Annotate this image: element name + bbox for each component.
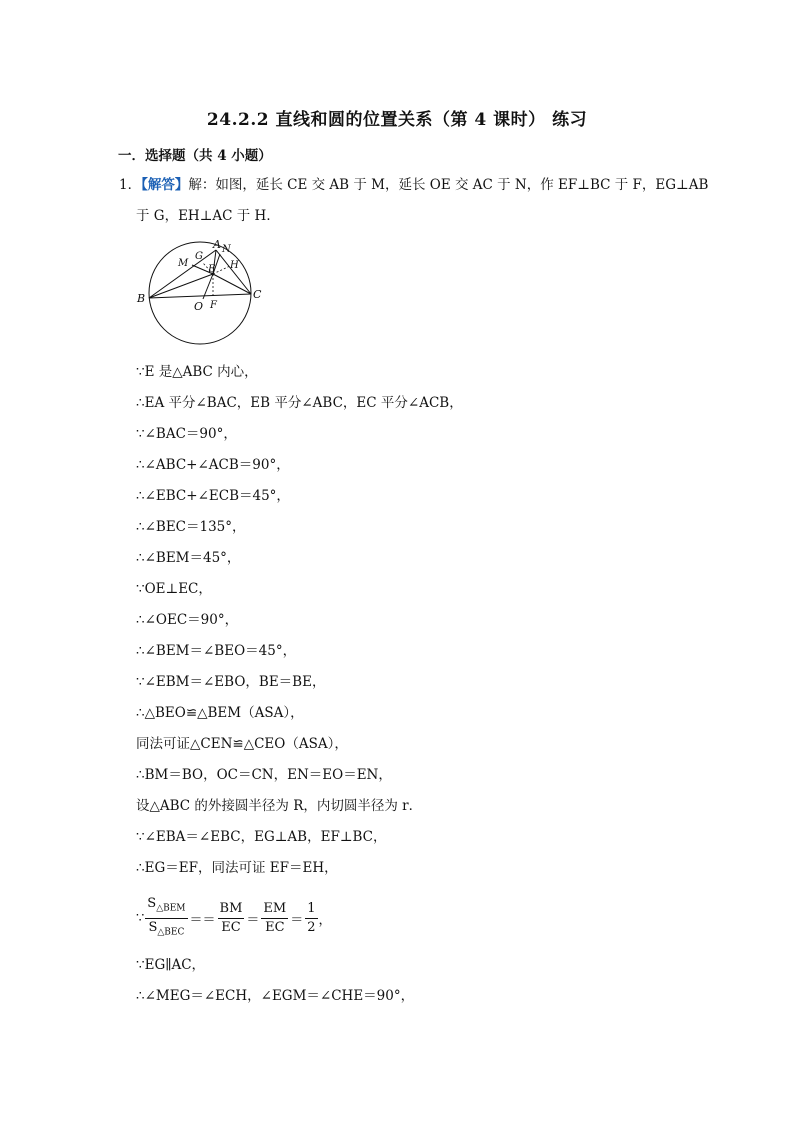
fraction-numerator: EM <box>261 900 288 919</box>
step-line: ∴BM＝BO，OC＝CN，EN＝EO＝EN， <box>136 767 392 783</box>
fraction-em-ec <box>261 900 288 937</box>
fraction-area <box>145 895 187 941</box>
step-line: ∴EG＝EF，同法可证 EF＝EH， <box>136 860 338 876</box>
subscript: △BEC <box>157 927 185 938</box>
step-line: ∴∠ABC+∠ACB＝90°， <box>136 457 290 473</box>
label-m: M <box>178 258 189 269</box>
label-c: C <box>253 288 262 301</box>
step-line: ∴∠EBC+∠ECB＝45°， <box>136 488 290 504</box>
equals-sign: ＝ <box>290 912 304 928</box>
equals-sign: ＝ <box>246 912 260 928</box>
page-title: 24.2.2 直线和圆的位置关系（第 4 课时） 练习 <box>206 110 588 130</box>
label-o: O <box>194 300 204 313</box>
step-line: 设△ABC 的外接圆半径为 R，内切圆半径为 r． <box>136 798 423 814</box>
fraction-denominator: EC <box>221 919 241 935</box>
fraction-denominator: S <box>148 919 158 935</box>
label-b: B <box>137 292 146 305</box>
label-a: A <box>213 238 221 251</box>
geometry-diagram <box>130 238 280 348</box>
ratio-equation <box>136 895 332 941</box>
label-h: H <box>230 260 239 271</box>
step-line: ∴△BEO≌△BEM（ASA）， <box>136 705 304 721</box>
segment-ac <box>216 250 251 294</box>
section-heading: 一．选择题（共 4 小题） <box>118 148 272 164</box>
step-line: ∵E 是△ABC 内心， <box>136 364 258 380</box>
step-line: ∴∠BEC＝135°， <box>136 519 246 535</box>
question-number: 1． <box>119 177 142 193</box>
segment-bc <box>149 294 251 298</box>
step-line: ∴∠MEG＝∠ECH，∠EGM＝∠CHE＝90°， <box>136 988 415 1004</box>
step-line: 同法可证△CEN≌△CEO（ASA）， <box>136 736 348 752</box>
label-e: E <box>208 264 216 275</box>
segment-ec <box>213 274 251 294</box>
label-f: F <box>210 300 217 311</box>
equals-sign: ＝＝ <box>189 912 216 928</box>
step-line: ∴∠BEM＝∠BEO＝45°， <box>136 643 297 659</box>
step-line: ∵∠EBM＝∠EBO，BE＝BE， <box>136 674 326 690</box>
step-line: ∴∠OEC＝90°， <box>136 612 239 628</box>
question-1-text: 解：如图，延长 CE 交 AB 于 M，延长 OE 交 AC 于 N，作 EF⊥BC 于 F，EG⊥AB <box>188 177 709 193</box>
segment-eb <box>149 274 213 298</box>
label-n: N <box>222 244 231 255</box>
fraction-denominator: EC <box>265 919 285 935</box>
fraction-numerator: BM <box>218 900 245 919</box>
fraction-numerator: S <box>147 895 157 911</box>
because-symbol: ∵ <box>136 910 145 926</box>
label-g: G <box>195 251 203 262</box>
fraction-denominator: 2 <box>307 919 316 935</box>
step-line: ∵∠BAC＝90°， <box>136 426 237 442</box>
fraction-one-half <box>305 900 317 937</box>
step-line: ∵EG∥AC， <box>136 957 206 973</box>
fraction-bm-ec <box>218 900 245 937</box>
subscript: △BEM <box>156 903 186 914</box>
step-line: ∵∠EBA＝∠EBC，EG⊥AB，EF⊥BC， <box>136 829 387 845</box>
question-1-line-2: 于 G，EH⊥AC 于 H． <box>136 208 280 224</box>
step-line: ∴EA 平分∠BAC，EB 平分∠ABC，EC 平分∠ACB， <box>136 395 463 411</box>
answer-tag: 【解答】 <box>141 177 189 193</box>
comma: ， <box>318 912 332 928</box>
fraction-numerator: 1 <box>305 900 317 919</box>
question-1-line-1 <box>119 175 708 195</box>
step-line: ∴∠BEM＝45°， <box>136 550 241 566</box>
step-line: ∵OE⊥EC， <box>136 581 212 597</box>
